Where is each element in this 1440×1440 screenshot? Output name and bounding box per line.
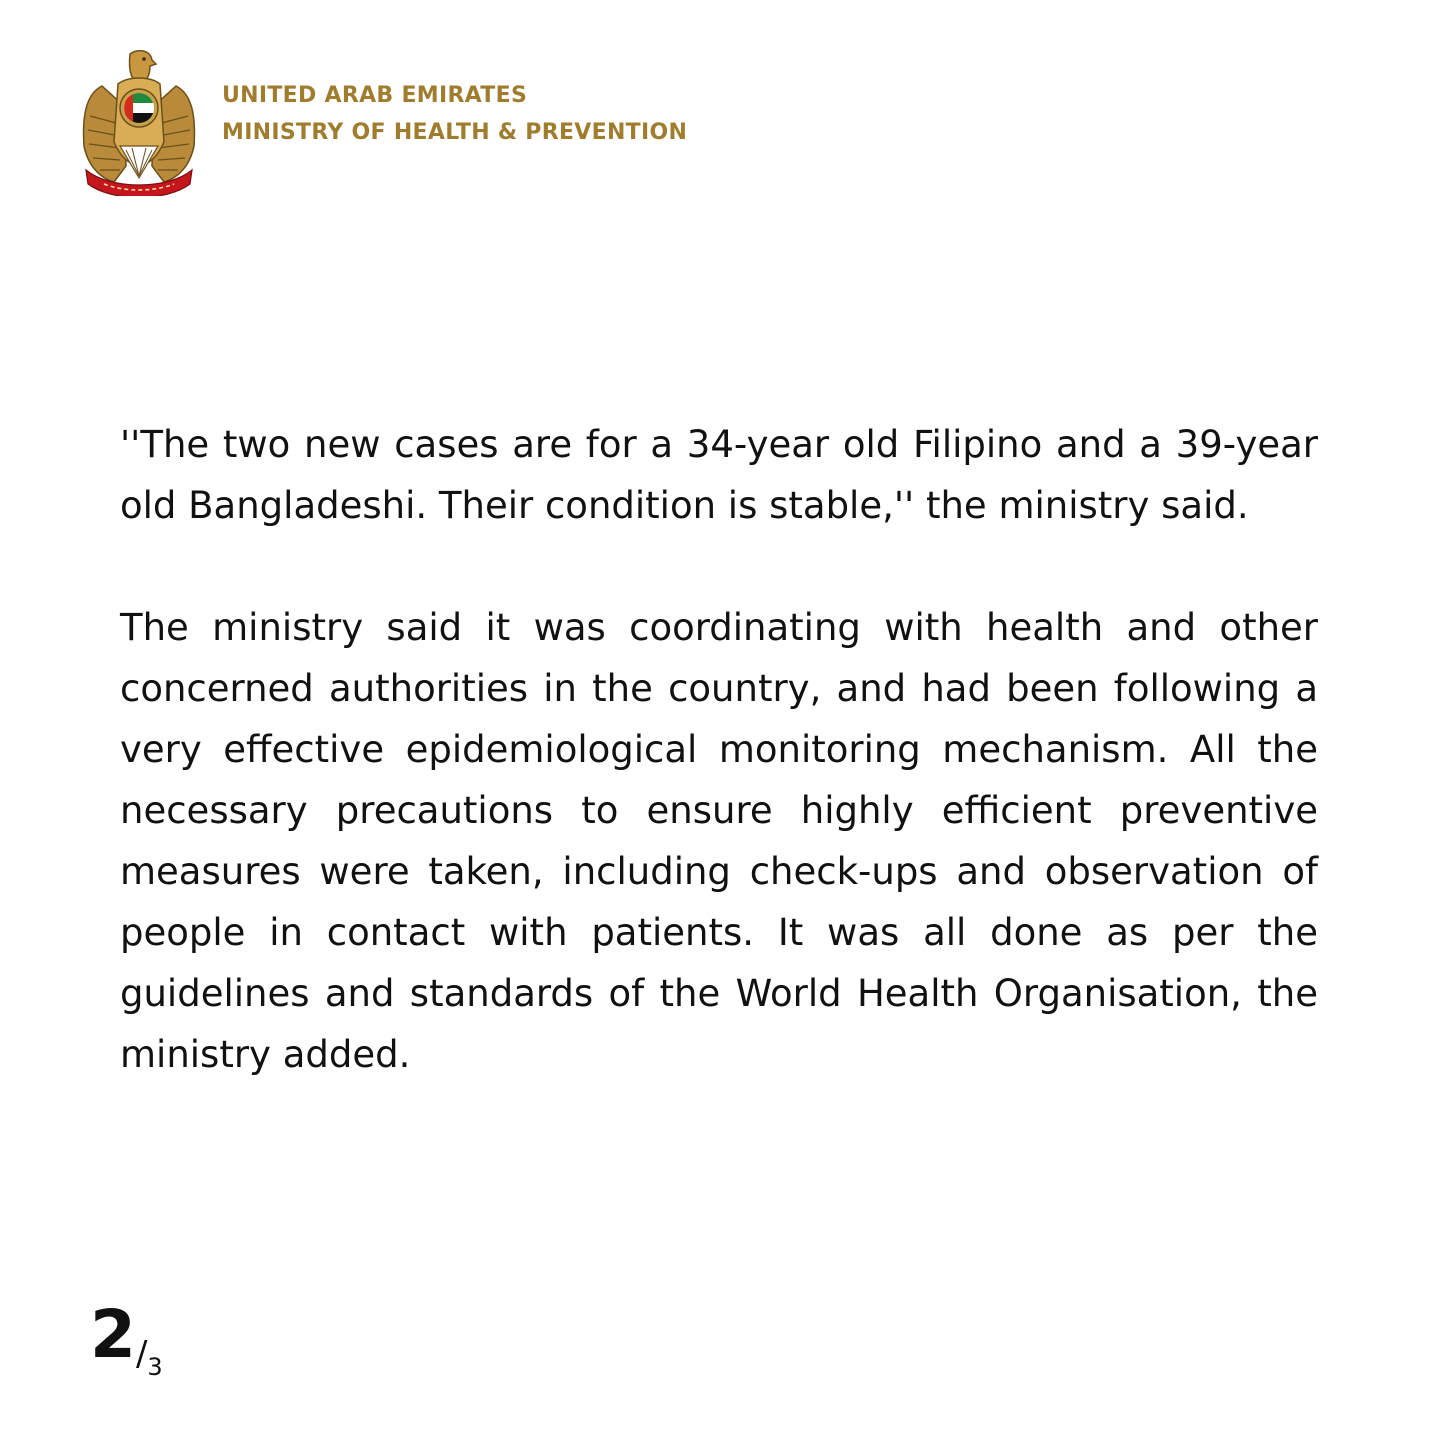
org-line-country: UNITED ARAB EMIRATES [222, 83, 528, 108]
header [80, 46, 687, 196]
org-line-ministry: MINISTRY OF HEALTH & PREVENTION [222, 120, 688, 145]
page-indicator [90, 1296, 163, 1381]
page-total-number: 3 [147, 1353, 163, 1381]
paragraph-quote: ''The two new cases are for a 34-year old Filipino and a 39-year old Bangladeshi. Their condition is stable,'' the ministry said. [120, 423, 1318, 527]
page-current-number: 2 [90, 1296, 136, 1373]
uae-falcon-emblem-icon [80, 46, 198, 196]
paragraph-coordination: The ministry said it was coordinating with health and other concerned authorities in the country, and had been following a very effective epidemiological monitoring mechanism. All the necessary precautions to ensure highly efficient preventive measures were taken, including check-ups and observation of people in contact with patients. It was all done as per the guidelines and standards of the World Health Organisation, the ministry added. [120, 606, 1318, 1076]
article-body [120, 414, 1318, 1146]
ministry-name [222, 77, 687, 151]
page-separator: / [135, 1334, 148, 1374]
